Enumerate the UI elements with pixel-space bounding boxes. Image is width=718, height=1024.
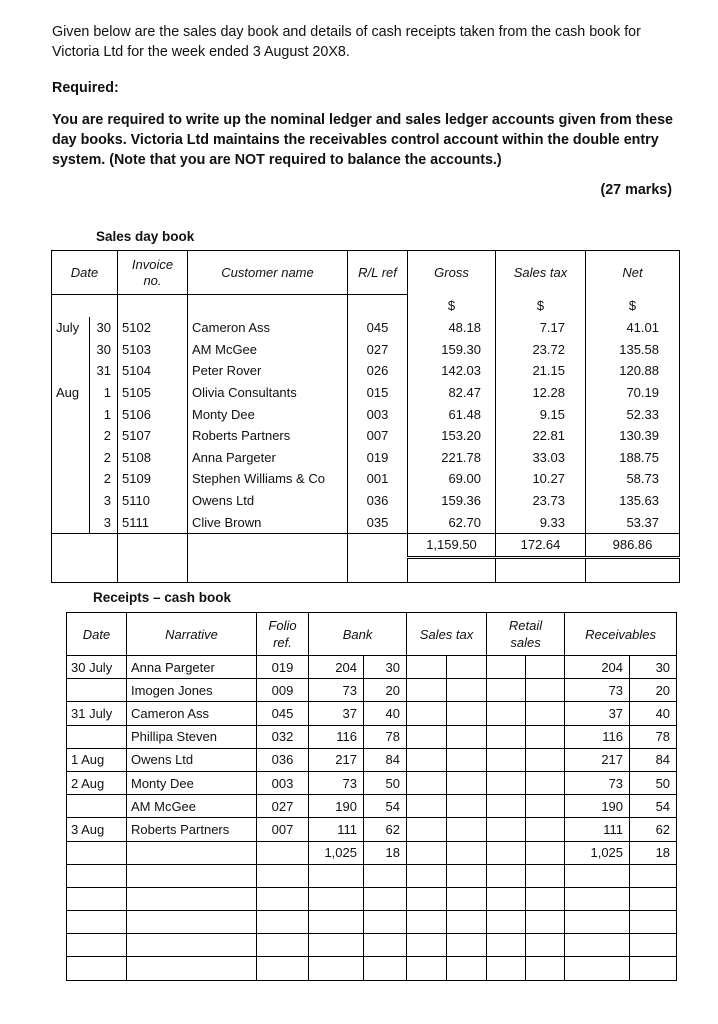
cb-narrative: Phillipa Steven xyxy=(127,725,257,748)
cb-folio-ref: 019 xyxy=(257,656,309,679)
cb-header-bank: Bank xyxy=(309,613,407,656)
sales-gross: 48.18 xyxy=(408,317,496,339)
sales-net: 135.58 xyxy=(586,339,680,361)
sales-customer-name: Peter Rover xyxy=(188,360,348,382)
cb-empty-cell xyxy=(447,702,487,725)
sales-invoice-no: 5105 xyxy=(118,382,188,404)
cb-row xyxy=(67,725,677,748)
cb-bank-dollars: 37 xyxy=(309,702,364,725)
cb-empty-cell xyxy=(67,911,127,934)
sales-invoice-no: 5104 xyxy=(118,360,188,382)
sales-invoice-no: 5107 xyxy=(118,425,188,447)
cb-empty-cell xyxy=(407,864,447,887)
cb-empty-cell xyxy=(407,818,447,841)
sales-customer-name: Cameron Ass xyxy=(188,317,348,339)
sales-net: 58.73 xyxy=(586,468,680,490)
sales-month xyxy=(52,403,90,425)
cb-empty-cell xyxy=(487,934,526,957)
sales-row xyxy=(52,317,680,339)
sales-gross: 82.47 xyxy=(408,382,496,404)
cb-bank-cents: 84 xyxy=(364,748,407,771)
cb-empty-cell xyxy=(447,725,487,748)
cb-empty-cell xyxy=(630,864,677,887)
cb-bank-cents: 30 xyxy=(364,656,407,679)
sales-rl-ref: 026 xyxy=(348,360,408,382)
header-net: Net xyxy=(586,251,680,295)
cb-empty-cell xyxy=(630,957,677,980)
sales-net: 41.01 xyxy=(586,317,680,339)
sales-rl-ref: 036 xyxy=(348,490,408,512)
sales-day: 31 xyxy=(90,360,118,382)
cb-date xyxy=(67,679,127,702)
receipts-cash-book-table xyxy=(66,612,677,981)
currency-net: $ xyxy=(586,295,680,318)
cb-receivables-dollars: 37 xyxy=(565,702,630,725)
cb-row xyxy=(67,702,677,725)
sales-rl-ref: 027 xyxy=(348,339,408,361)
cb-receivables-cents: 62 xyxy=(630,818,677,841)
cb-receivables-cents: 20 xyxy=(630,679,677,702)
cb-bank-dollars: 116 xyxy=(309,725,364,748)
task-text: You are required to write up the nominal ledger and sales ledger accounts given from these day books. Victoria Ltd maintains the receivables control account within the double entry system. (Note that you are NOT required to balance the accounts.) xyxy=(52,112,673,168)
sales-net: 70.19 xyxy=(586,382,680,404)
sales-gross: 153.20 xyxy=(408,425,496,447)
sales-tax: 33.03 xyxy=(496,447,586,469)
sales-gross: 221.78 xyxy=(408,447,496,469)
cb-receivables-cents: 54 xyxy=(630,795,677,818)
cb-empty-cell xyxy=(447,934,487,957)
sales-row xyxy=(52,490,680,512)
sales-tax: 23.73 xyxy=(496,490,586,512)
sales-day: 2 xyxy=(90,468,118,490)
sales-rl-ref: 035 xyxy=(348,511,408,533)
sales-gross: 69.00 xyxy=(408,468,496,490)
sales-month xyxy=(52,511,90,533)
cb-narrative: Owens Ltd xyxy=(127,748,257,771)
sales-customer-name: Stephen Williams & Co xyxy=(188,468,348,490)
sales-invoice-no: 5106 xyxy=(118,403,188,425)
cb-empty-cell xyxy=(309,957,364,980)
cb-empty-cell xyxy=(309,911,364,934)
cb-empty-cell xyxy=(364,957,407,980)
sales-gross: 159.30 xyxy=(408,339,496,361)
sales-row xyxy=(52,339,680,361)
cb-totals-row xyxy=(67,841,677,864)
cb-receivables-dollars: 190 xyxy=(565,795,630,818)
sales-tax: 10.27 xyxy=(496,468,586,490)
cb-date: 1 Aug xyxy=(67,748,127,771)
cb-empty-cell xyxy=(257,911,309,934)
cb-empty-cell xyxy=(526,887,565,910)
sales-net: 188.75 xyxy=(586,447,680,469)
cb-bank-dollars: 111 xyxy=(309,818,364,841)
sales-day: 2 xyxy=(90,447,118,469)
cb-row xyxy=(67,748,677,771)
marks-label: (27 marks) xyxy=(600,182,672,198)
sales-customer-name: Monty Dee xyxy=(188,403,348,425)
cb-empty-cell xyxy=(526,911,565,934)
sales-invoice-no: 5108 xyxy=(118,447,188,469)
required-label: Required: xyxy=(52,80,119,96)
sales-month xyxy=(52,468,90,490)
cb-empty-cell xyxy=(630,911,677,934)
cb-folio-ref: 027 xyxy=(257,795,309,818)
cb-empty-cell xyxy=(447,771,487,794)
sales-day: 30 xyxy=(90,339,118,361)
cb-empty-cell xyxy=(526,795,565,818)
cb-folio-ref: 032 xyxy=(257,725,309,748)
sales-row xyxy=(52,447,680,469)
cb-narrative: Anna Pargeter xyxy=(127,656,257,679)
sales-tax: 23.72 xyxy=(496,339,586,361)
cb-empty-cell xyxy=(67,957,127,980)
sales-customer-name: Roberts Partners xyxy=(188,425,348,447)
cb-empty-cell xyxy=(526,934,565,957)
cb-row xyxy=(67,818,677,841)
cb-date: 3 Aug xyxy=(67,818,127,841)
cb-empty-cell xyxy=(364,864,407,887)
total-net: 986.86 xyxy=(586,533,680,557)
cb-empty-cell xyxy=(526,748,565,771)
cb-empty-cell xyxy=(565,864,630,887)
cb-empty-cell xyxy=(407,725,447,748)
cb-receivables-cents: 50 xyxy=(630,771,677,794)
cb-blank-row xyxy=(67,934,677,957)
sales-rl-ref: 015 xyxy=(348,382,408,404)
cb-empty-cell xyxy=(487,725,526,748)
cb-blank-row xyxy=(67,957,677,980)
sales-day-book-title: Sales day book xyxy=(96,229,195,244)
cb-empty-cell xyxy=(407,656,447,679)
cb-empty-cell xyxy=(309,887,364,910)
cb-empty-cell xyxy=(407,887,447,910)
cb-receivables-dollars: 116 xyxy=(565,725,630,748)
cb-empty-cell xyxy=(487,679,526,702)
sales-tax: 7.17 xyxy=(496,317,586,339)
sales-invoice-no: 5110 xyxy=(118,490,188,512)
cb-empty-cell xyxy=(565,887,630,910)
cb-header-narrative: Narrative xyxy=(127,613,257,656)
cb-empty-cell xyxy=(407,957,447,980)
cb-empty-cell xyxy=(364,887,407,910)
cb-narrative: Cameron Ass xyxy=(127,702,257,725)
cb-bank-dollars: 73 xyxy=(309,679,364,702)
cb-empty-cell xyxy=(487,702,526,725)
cb-folio-ref: 045 xyxy=(257,702,309,725)
header-invoice-no: Invoice no. xyxy=(118,251,188,295)
cb-empty-cell xyxy=(257,934,309,957)
sales-day: 2 xyxy=(90,425,118,447)
sales-customer-name: Owens Ltd xyxy=(188,490,348,512)
cb-bank-dollars: 217 xyxy=(309,748,364,771)
cb-empty-cell xyxy=(565,934,630,957)
cb-receivables-dollars: 217 xyxy=(565,748,630,771)
sales-rl-ref: 007 xyxy=(348,425,408,447)
cb-folio-ref: 009 xyxy=(257,679,309,702)
cb-row xyxy=(67,795,677,818)
cb-blank-row xyxy=(67,887,677,910)
cb-empty-cell xyxy=(407,679,447,702)
cb-empty-cell xyxy=(127,911,257,934)
cb-empty-cell xyxy=(526,702,565,725)
cb-empty-cell xyxy=(526,864,565,887)
cb-empty-cell xyxy=(407,934,447,957)
cb-empty-cell xyxy=(447,656,487,679)
sales-day: 1 xyxy=(90,382,118,404)
sales-rl-ref: 001 xyxy=(348,468,408,490)
cb-bank-cents: 54 xyxy=(364,795,407,818)
cb-empty-cell xyxy=(127,887,257,910)
cb-empty-cell xyxy=(407,771,447,794)
cb-total-bank-dollars: 1,025 xyxy=(309,841,364,864)
cb-empty-cell xyxy=(487,887,526,910)
cb-bank-cents: 20 xyxy=(364,679,407,702)
cb-blank-row xyxy=(67,864,677,887)
sales-customer-name: Clive Brown xyxy=(188,511,348,533)
cb-empty-cell xyxy=(407,748,447,771)
cb-empty-cell xyxy=(447,818,487,841)
cb-empty-cell xyxy=(447,887,487,910)
header-customer-name: Customer name xyxy=(188,251,348,295)
cb-empty-cell xyxy=(364,911,407,934)
cb-narrative: Roberts Partners xyxy=(127,818,257,841)
cb-date xyxy=(67,725,127,748)
sales-rl-ref: 003 xyxy=(348,403,408,425)
cb-empty-cell xyxy=(257,957,309,980)
cb-empty-cell xyxy=(526,818,565,841)
sales-net: 130.39 xyxy=(586,425,680,447)
sales-gross: 142.03 xyxy=(408,360,496,382)
header-date: Date xyxy=(52,251,118,295)
sales-net: 135.63 xyxy=(586,490,680,512)
sales-day: 3 xyxy=(90,511,118,533)
cb-receivables-cents: 40 xyxy=(630,702,677,725)
sales-row xyxy=(52,382,680,404)
cb-narrative: Monty Dee xyxy=(127,771,257,794)
sales-net: 120.88 xyxy=(586,360,680,382)
sales-row xyxy=(52,360,680,382)
sales-customer-name: Anna Pargeter xyxy=(188,447,348,469)
sales-day: 3 xyxy=(90,490,118,512)
cb-empty-cell xyxy=(526,656,565,679)
cb-header-receivables: Receivables xyxy=(565,613,677,656)
cb-empty-cell xyxy=(447,911,487,934)
cb-date xyxy=(67,795,127,818)
sales-tax: 12.28 xyxy=(496,382,586,404)
cb-empty-cell xyxy=(127,864,257,887)
cb-empty-cell xyxy=(526,957,565,980)
sales-tax: 22.81 xyxy=(496,425,586,447)
total-sales-tax: 172.64 xyxy=(496,533,586,557)
sales-month: Aug xyxy=(56,385,80,401)
cb-empty-cell xyxy=(487,818,526,841)
cb-empty-cell xyxy=(67,887,127,910)
cb-empty-cell xyxy=(407,795,447,818)
cb-empty-cell xyxy=(526,725,565,748)
sales-row xyxy=(52,468,680,490)
cb-folio-ref: 036 xyxy=(257,748,309,771)
sales-gross: 62.70 xyxy=(408,511,496,533)
cb-date: 30 July xyxy=(67,656,127,679)
total-gross: 1,159.50 xyxy=(408,533,496,557)
sales-customer-name: Olivia Consultants xyxy=(188,382,348,404)
cb-empty-cell xyxy=(309,934,364,957)
cb-bank-cents: 78 xyxy=(364,725,407,748)
sales-invoice-no: 5109 xyxy=(118,468,188,490)
cb-empty-cell xyxy=(67,864,127,887)
cb-empty-cell xyxy=(127,934,257,957)
cb-empty-cell xyxy=(447,748,487,771)
sales-day: 1 xyxy=(90,403,118,425)
cb-date: 2 Aug xyxy=(67,771,127,794)
cb-receivables-cents: 78 xyxy=(630,725,677,748)
sales-month xyxy=(52,339,90,361)
sales-rl-ref: 019 xyxy=(348,447,408,469)
cb-total-receivables-dollars: 1,025 xyxy=(565,841,630,864)
cb-blank-row xyxy=(67,911,677,934)
cb-bank-dollars: 204 xyxy=(309,656,364,679)
cb-receivables-dollars: 73 xyxy=(565,771,630,794)
cb-empty-cell xyxy=(447,679,487,702)
currency-gross: $ xyxy=(408,295,496,318)
sales-gross: 159.36 xyxy=(408,490,496,512)
cb-header-date: Date xyxy=(67,613,127,656)
cb-empty-cell xyxy=(127,957,257,980)
sales-invoice-no: 5103 xyxy=(118,339,188,361)
cb-receivables-dollars: 73 xyxy=(565,679,630,702)
sales-net: 53.37 xyxy=(586,511,680,533)
header-sales-tax: Sales tax xyxy=(496,251,586,295)
intro-text: Given below are the sales day book and details of cash receipts taken from the cash book for Victoria Ltd for the week ended 3 August 20X8. xyxy=(52,24,641,60)
sales-rl-ref: 045 xyxy=(348,317,408,339)
cb-empty-cell xyxy=(526,679,565,702)
sales-month xyxy=(52,360,90,382)
cb-receivables-cents: 30 xyxy=(630,656,677,679)
cb-receivables-dollars: 111 xyxy=(565,818,630,841)
sales-row xyxy=(52,403,680,425)
cb-bank-cents: 50 xyxy=(364,771,407,794)
sales-tax: 21.15 xyxy=(496,360,586,382)
cb-empty-cell xyxy=(487,795,526,818)
cb-header-sales-tax: Sales tax xyxy=(407,613,487,656)
cb-empty-cell xyxy=(487,771,526,794)
cb-empty-cell xyxy=(309,864,364,887)
cb-receivables-dollars: 204 xyxy=(565,656,630,679)
sales-day: 30 xyxy=(90,317,118,339)
sales-month xyxy=(52,447,90,469)
cb-date: 31 July xyxy=(67,702,127,725)
cb-narrative: Imogen Jones xyxy=(127,679,257,702)
cb-row xyxy=(67,656,677,679)
cb-narrative: AM McGee xyxy=(127,795,257,818)
currency-sales-tax: $ xyxy=(496,295,586,318)
cb-empty-cell xyxy=(526,771,565,794)
cb-total-bank-cents: 18 xyxy=(364,841,407,864)
cb-empty-cell xyxy=(407,911,447,934)
cb-empty-cell xyxy=(257,887,309,910)
cb-row xyxy=(67,771,677,794)
sales-month xyxy=(52,490,90,512)
header-rl-ref: R/L ref xyxy=(348,251,408,295)
cb-empty-cell xyxy=(630,934,677,957)
cb-bank-cents: 62 xyxy=(364,818,407,841)
cb-header-retail-sales: Retail sales xyxy=(487,613,565,656)
sales-net: 52.33 xyxy=(586,403,680,425)
header-gross: Gross xyxy=(408,251,496,295)
cb-bank-dollars: 73 xyxy=(309,771,364,794)
cb-bank-cents: 40 xyxy=(364,702,407,725)
cb-empty-cell xyxy=(487,656,526,679)
sales-tax: 9.33 xyxy=(496,511,586,533)
sales-month: July xyxy=(56,320,80,336)
sales-tax: 9.15 xyxy=(496,403,586,425)
cb-empty-cell xyxy=(407,702,447,725)
sales-gross: 61.48 xyxy=(408,403,496,425)
cb-empty-cell xyxy=(487,957,526,980)
sales-month xyxy=(52,425,90,447)
cb-bank-dollars: 190 xyxy=(309,795,364,818)
cb-empty-cell xyxy=(447,864,487,887)
sales-customer-name: AM McGee xyxy=(188,339,348,361)
cb-header-folio-ref: Folio ref. xyxy=(257,613,309,656)
sales-row xyxy=(52,425,680,447)
cb-empty-cell xyxy=(447,795,487,818)
cb-folio-ref: 007 xyxy=(257,818,309,841)
cb-folio-ref: 003 xyxy=(257,771,309,794)
sales-totals-row xyxy=(52,533,680,557)
sales-row xyxy=(52,511,680,533)
cb-empty-cell xyxy=(67,934,127,957)
cb-receivables-cents: 84 xyxy=(630,748,677,771)
cb-empty-cell xyxy=(487,864,526,887)
cb-empty-cell xyxy=(364,934,407,957)
cb-row xyxy=(67,679,677,702)
receipts-cash-book-title: Receipts – cash book xyxy=(93,590,232,605)
sales-invoice-no: 5102 xyxy=(118,317,188,339)
cb-empty-cell xyxy=(630,887,677,910)
cb-empty-cell xyxy=(257,864,309,887)
cb-empty-cell xyxy=(487,911,526,934)
cb-empty-cell xyxy=(565,957,630,980)
sales-invoice-no: 5111 xyxy=(118,511,188,533)
cb-empty-cell xyxy=(487,748,526,771)
sales-day-book-table xyxy=(51,250,680,583)
cb-empty-cell xyxy=(447,957,487,980)
cb-empty-cell xyxy=(565,911,630,934)
cb-total-receivables-cents: 18 xyxy=(630,841,677,864)
